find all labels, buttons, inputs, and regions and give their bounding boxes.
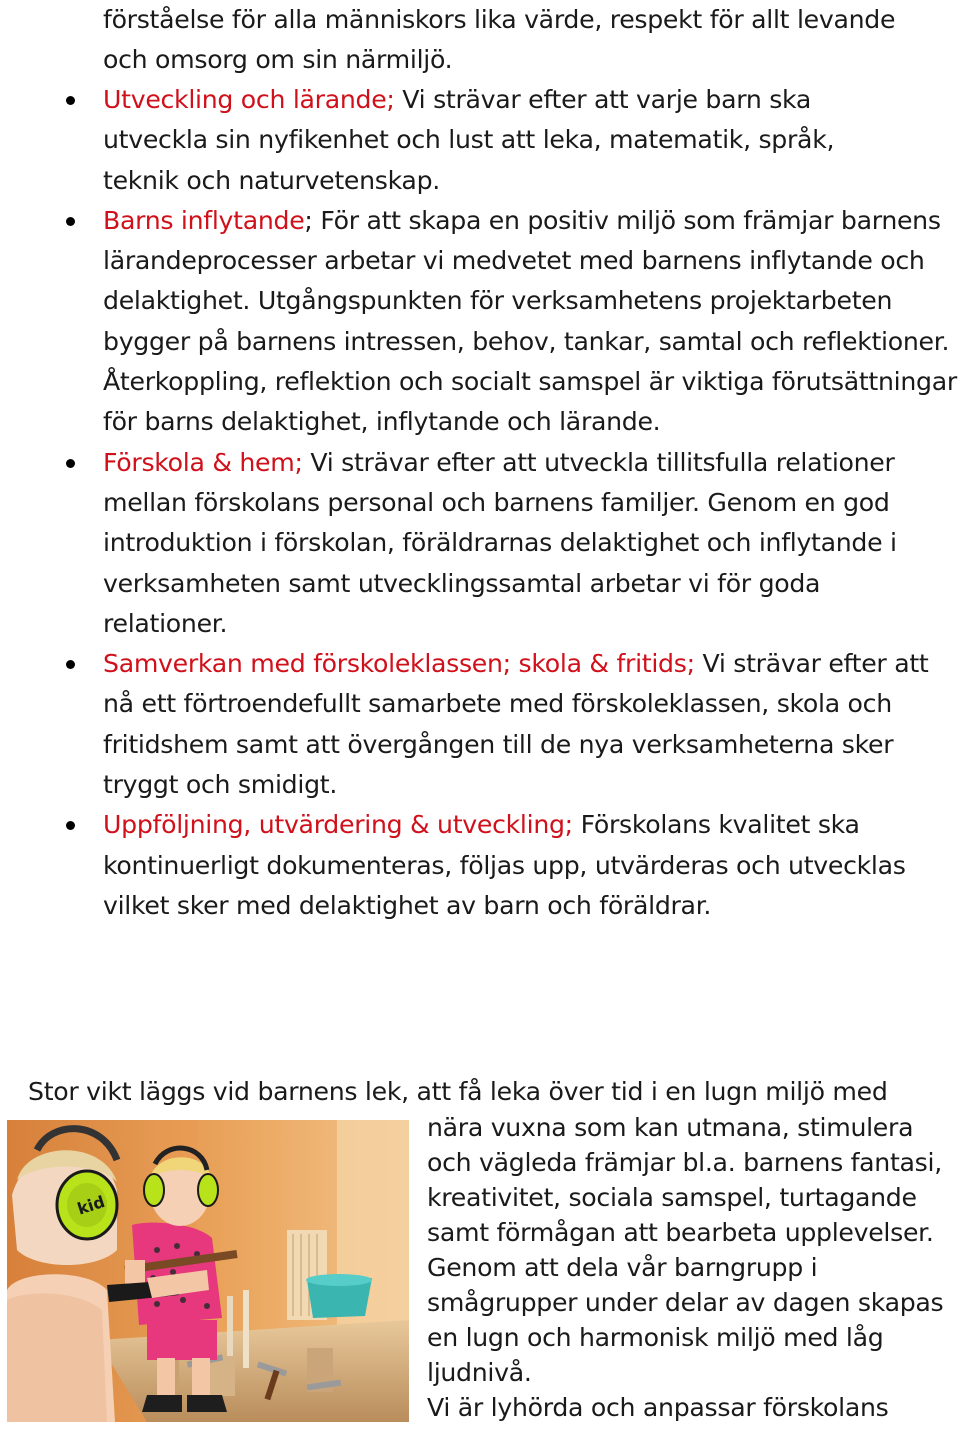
- children-woodwork-photo: [7, 1120, 409, 1422]
- photo-illustration: [7, 1120, 409, 1422]
- list-item: [0, 80, 908, 201]
- bullet-icon: [66, 660, 75, 669]
- bullet-icon: [66, 821, 75, 830]
- bullet-heading: Förskola & hem;: [103, 447, 303, 477]
- list-item: [0, 644, 960, 805]
- earmuff-logo-text: kid: [75, 1191, 108, 1219]
- list-item: [0, 805, 938, 926]
- bullet-text: ; För att skapa en positiv miljö som främjar barnens lärandeprocesser arbetar vi medvetet med barnens inflytande och delaktighet. Utgångspunkten för verksamhetens projektarbeten bygger på barnens intressen, behov, tankar, samtal och reflektioner. Återkoppling, reflektion och socialt samspel är viktiga förutsättningar för barns delaktighet, inflytande och lärande.: [103, 205, 957, 437]
- bullet-heading: Barns inflytande: [103, 205, 305, 235]
- side-paragraph: [427, 1110, 960, 1425]
- focus-area-list: [0, 80, 960, 926]
- bullet-icon: [66, 96, 75, 105]
- bullet-text: Vi strävar efter att varje barn ska utveckla sin nyfikenhet och lust att leka, matematik, språk, teknik och naturvetenskap.: [103, 85, 835, 195]
- lead-paragraph-line: Stor vikt läggs vid barnens lek, att få leka över tid i en lugn miljö med: [28, 1077, 888, 1106]
- side-paragraph-line: en lugn och harmonisk miljö med låg: [427, 1323, 884, 1352]
- intro-line: och omsorg om sin närmiljö.: [103, 45, 453, 74]
- side-paragraph-line: samt förmågan att bearbeta upplevelser.: [427, 1218, 934, 1247]
- bullet-text: Förskolans kvalitet ska kontinuerligt dokumenteras, följas upp, utvärderas och utvecklas vilket sker med delaktighet av barn och föräldrar.: [103, 810, 906, 920]
- side-paragraph-line: kreativitet, sociala samspel, turtagande: [427, 1183, 917, 1212]
- list-item: [0, 443, 933, 644]
- bullet-icon: [66, 459, 75, 468]
- side-paragraph-line: nära vuxna som kan utmana, stimulera: [427, 1113, 914, 1142]
- side-paragraph-line: ljudnivå.: [427, 1358, 532, 1387]
- intro-line: förståelse för alla människors lika värde, respekt för allt levande: [103, 5, 896, 34]
- side-paragraph-line: och vägleda främjar bl.a. barnens fantasi,: [427, 1148, 942, 1177]
- bullet-text: Vi strävar efter att utveckla tillitsfulla relationer mellan förskolans personal och barnens familjer. Genom en god introduktion i förskolan, föräldrarnas delaktighet och inflytande i verksamheten samt utvecklingssamtal arbetar vi för goda relationer.: [103, 447, 897, 638]
- bullet-heading: Utveckling och lärande;: [103, 85, 395, 114]
- bullet-text: Vi strävar efter att nå ett förtroendefullt samarbete med förskoleklassen, skola och fritidshem samt att övergången till de nya verksamheterna sker tryggt och smidigt.: [103, 649, 929, 800]
- bullet-heading: Samverkan med förskoleklassen; skola & fritids;: [103, 649, 695, 679]
- side-paragraph-line: Genom att dela vår barngrupp i: [427, 1253, 818, 1282]
- bullet-icon: [66, 217, 75, 226]
- side-paragraph-line: Vi är lyhörda och anpassar förskolans: [427, 1393, 889, 1422]
- bullet-heading: Uppföljning, utvärdering & utveckling;: [103, 810, 573, 840]
- side-paragraph-line: smågrupper under delar av dagen skapas: [427, 1288, 944, 1317]
- list-item: [0, 201, 960, 443]
